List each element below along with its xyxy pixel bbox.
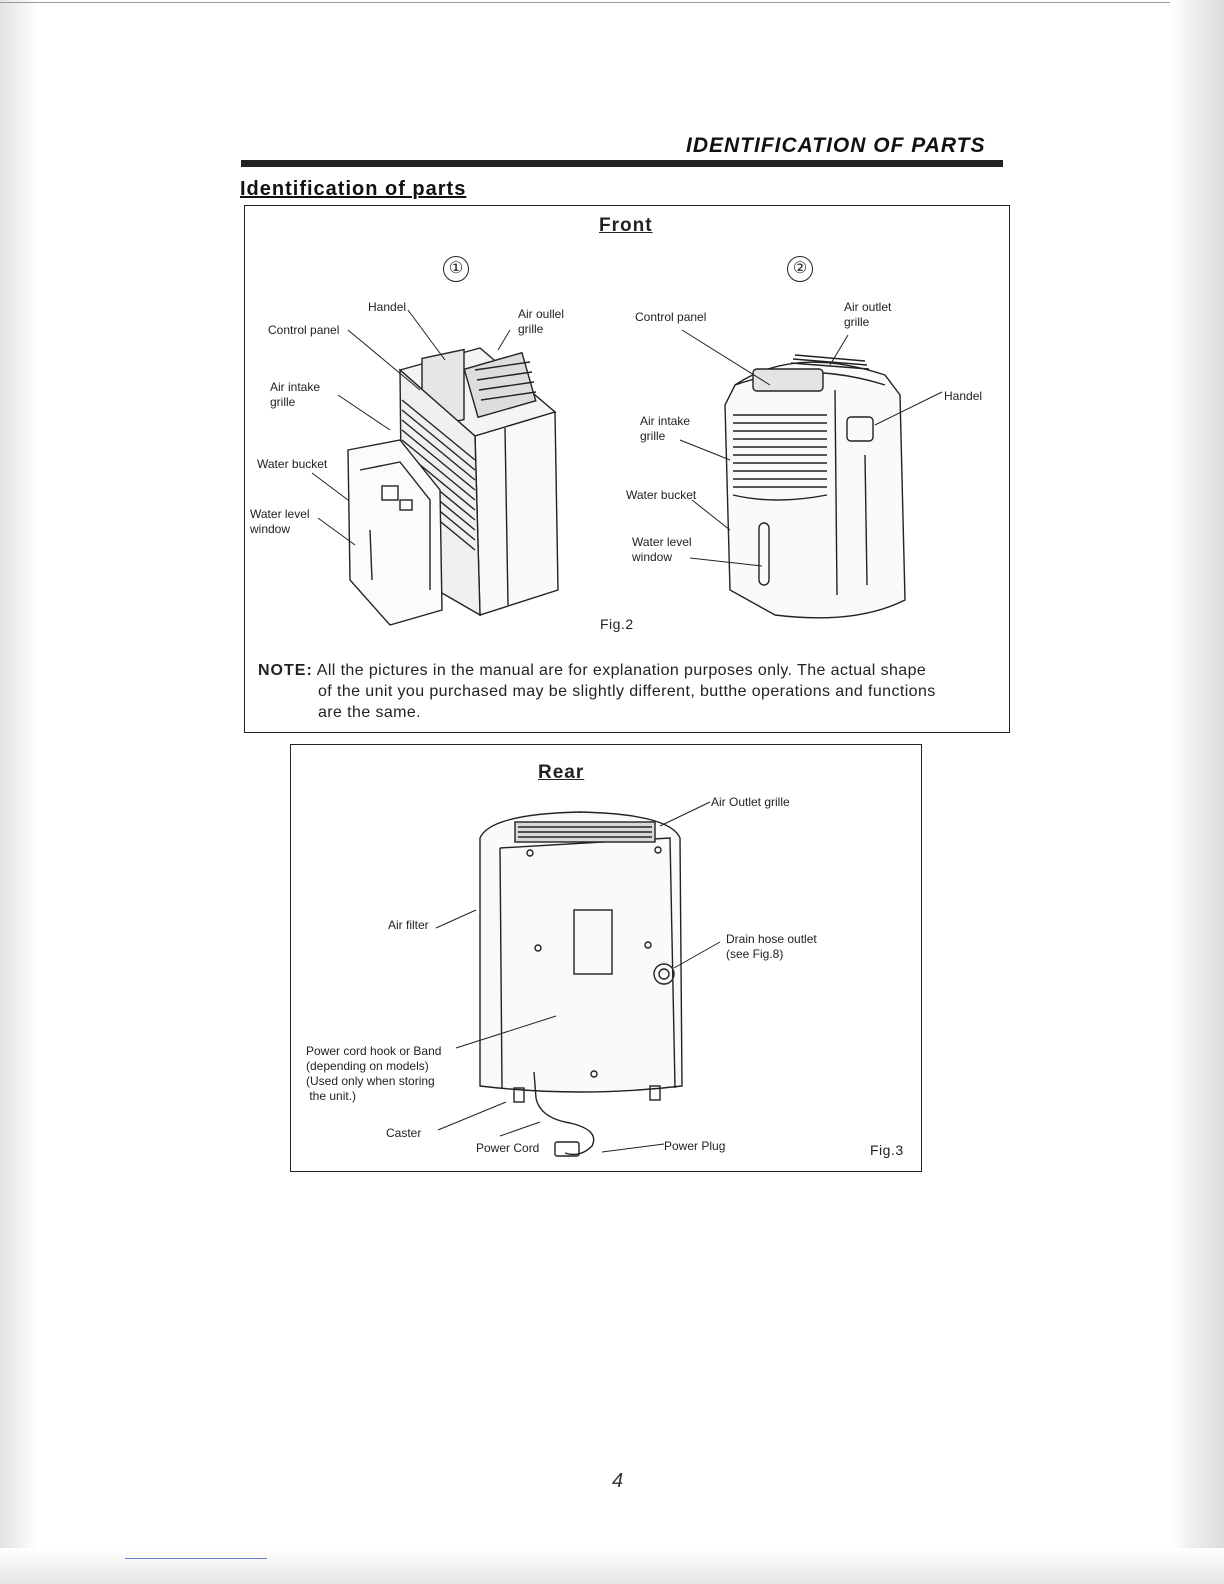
scan-right-edge — [1172, 0, 1224, 1584]
page-heading: Identification of parts — [240, 178, 467, 200]
rear-title: Rear — [538, 762, 585, 783]
rear-figure-label: Fig.3 — [870, 1142, 904, 1158]
unit2-water-bucket-label: Water bucket — [626, 488, 697, 502]
unit2-air-intake-label: Air intake grille — [640, 414, 691, 443]
note-key: NOTE: — [258, 662, 313, 679]
unit1-leader-lines — [240, 290, 580, 560]
note-line-2: of the unit you purchased may be slightly different, butthe operations and functions — [318, 683, 936, 700]
rear-air-filter-label: Air filter — [388, 918, 429, 932]
rear-power-cord-label: Power Cord — [476, 1141, 540, 1155]
unit1-control-panel-label: Control panel — [268, 323, 340, 337]
rear-air-outlet-label: Air Outlet grille — [711, 795, 790, 809]
unit2-water-level-label: Water level window — [632, 535, 692, 564]
unit1-air-intake-label: Air intake grille — [270, 380, 321, 409]
scan-left-edge — [0, 0, 38, 1584]
note-block — [258, 660, 998, 723]
unit1-marker: ① — [443, 256, 469, 282]
unit1-water-level-label: Water level window — [250, 507, 310, 536]
page-number: 4 — [612, 1470, 624, 1492]
unit2-leader-lines — [670, 320, 950, 580]
header-rule — [241, 160, 1003, 167]
front-figure-label: Fig.2 — [600, 616, 634, 632]
unit1-handel-label: Handel — [368, 300, 407, 314]
rear-leader-lines — [420, 790, 740, 1160]
rear-caster-label: Caster — [386, 1126, 422, 1140]
unit1-water-bucket-label: Water bucket — [257, 457, 328, 471]
section-header: IDENTIFICATION OF PARTS — [686, 134, 986, 157]
scan-bottom-edge — [0, 1548, 1224, 1584]
unit2-handel-label: Handel — [944, 389, 983, 403]
unit1-air-outlet-label: Air oullel grille — [518, 307, 565, 336]
unit2-control-panel-label: Control panel — [635, 310, 707, 324]
scan-underline-mark — [125, 1558, 267, 1559]
front-title: Front — [599, 215, 653, 236]
rear-drain-hose-label: Drain hose outlet (see Fig.8) — [726, 932, 817, 961]
unit2-air-outlet-label: Air outlet grille — [844, 300, 892, 329]
rear-power-plug-label: Power Plug — [664, 1139, 726, 1153]
scan-top-line — [0, 2, 1170, 3]
note-line-1: All the pictures in the manual are for explanation purposes only. The actual shape — [316, 662, 927, 679]
rear-power-cord-hook-label: Power cord hook or Band (depending on models) (Used only when storing the unit.) — [306, 1044, 442, 1103]
note-line-3: are the same. — [318, 704, 422, 721]
unit2-marker: ② — [787, 256, 813, 282]
